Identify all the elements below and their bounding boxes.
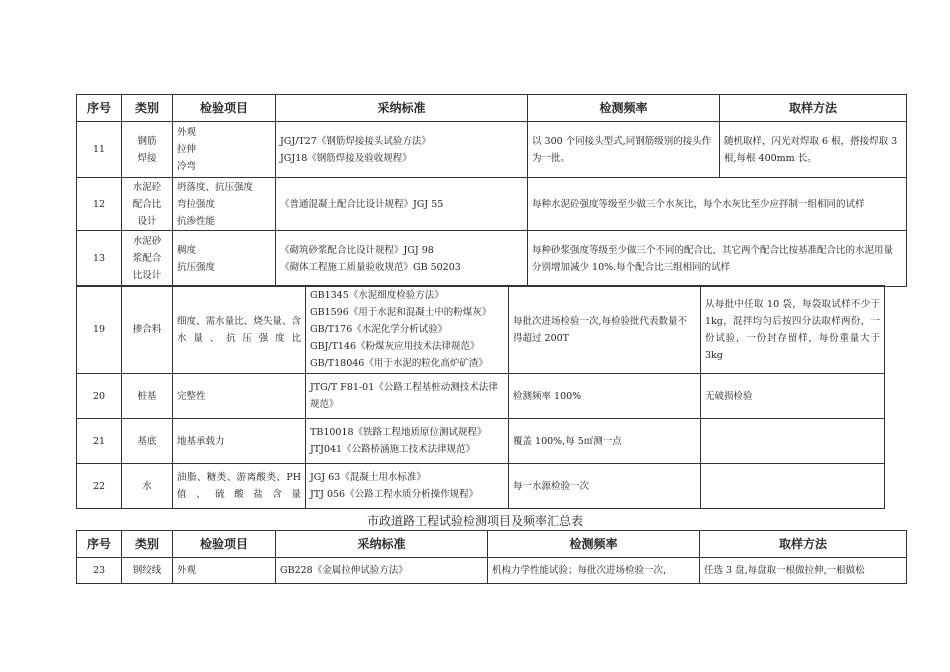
table-header (77, 531, 907, 558)
table-c (76, 530, 907, 584)
row-no: 23 (77, 558, 122, 584)
row-frequency: 覆盖 100%,每 5㎡测一点 (509, 419, 701, 464)
header-standards: 采纳标准 (276, 95, 528, 122)
row-no: 20 (77, 374, 122, 419)
table-row (77, 122, 907, 178)
row-no: 13 (77, 231, 122, 287)
table-caption: 市政道路工程试验检测项目及频率汇总表 (366, 514, 583, 528)
row-frequency: 机构力学性能试验；每批次进场检验一次， (488, 558, 700, 584)
table-header (77, 95, 907, 122)
header-category: 类别 (122, 95, 173, 122)
row-standards: GB1345《水泥细度检验方法》 GB1596《用于水泥和混凝土中的粉煤灰》 GB/T176《水泥化学分析试验》 GBJ/T146《粉煤灰应用技术法律规范》 GB/T18046《用于水泥的粒化高炉矿渣》 (306, 286, 509, 374)
row-no: 12 (77, 178, 122, 231)
row-sampling (701, 419, 885, 464)
header-items: 检验项目 (173, 95, 276, 122)
row-items: 外观 拉伸 冷弯 (173, 122, 276, 178)
row-items: 细度、需水量比、烧失量、含水量、抗压强度比 (173, 286, 306, 374)
row-no: 19 (77, 286, 122, 374)
row-category: 钢绞线 (122, 558, 173, 584)
row-category: 基底 (122, 419, 173, 464)
header-items: 检验项目 (173, 531, 276, 558)
table-a (76, 94, 907, 287)
row-sampling: 随机取样，闪光对焊取 6 根，搭接焊取 3 根,每根 400mm 长。 (720, 122, 907, 178)
table-row (77, 464, 885, 509)
row-sampling: 任选 3 盘,每盘取一根做拉伸,一根做松 (700, 558, 907, 584)
table-row (77, 419, 885, 464)
header-sampling: 取样方法 (720, 95, 907, 122)
header-sampling: 取样方法 (700, 531, 907, 558)
row-standards: GB228《金属拉伸试验方法》 (276, 558, 488, 584)
row-standards: JTG/T F81-01《公路工程基桩动测技术法律规范》 (306, 374, 509, 419)
row-category: 掺合料 (122, 286, 173, 374)
row-items: 地基承载力 (173, 419, 306, 464)
table-row (77, 231, 907, 287)
row-sampling: 无破损检验 (701, 374, 885, 419)
table-row (77, 374, 885, 419)
row-frequency: 每一水源检验一次 (509, 464, 701, 509)
row-no: 11 (77, 122, 122, 178)
table-b (76, 285, 885, 509)
header-category: 类别 (122, 531, 173, 558)
table-row (77, 286, 885, 374)
row-category: 桩基 (122, 374, 173, 419)
row-frequency: 以 300 个同接头型式,同钢筋级别的接头作为一批。 (528, 122, 720, 178)
row-items: 稠度 抗压强度 (173, 231, 276, 287)
row-category: 水 (122, 464, 173, 509)
table-row (77, 558, 907, 584)
row-items: 完整性 (173, 374, 306, 419)
row-sampling (701, 464, 885, 509)
row-standards: 《砌筑砂浆配合比设计规程》JGJ 98 《砌体工程施工质量验收规范》GB 50203 (276, 231, 528, 287)
row-category: 水泥砼 配合比 设计 (122, 178, 173, 231)
row-category: 钢筋 焊接 (122, 122, 173, 178)
row-standards: JGJ 63《混凝土用水标准》 JTJ 056《公路工程水质分析操作规程》 (306, 464, 509, 509)
row-items: 坍落度、抗压强度 弯拉强度 抗渗性能 (173, 178, 276, 231)
header-standards: 采纳标准 (276, 531, 488, 558)
row-frequency: 每批次进场检验一次,每检验批代表数量不得超过 200T (509, 286, 701, 374)
row-items: 油脂、糖类、游离酸类、PH 值、硫酸盐含量 (173, 464, 306, 509)
row-no: 22 (77, 464, 122, 509)
header-no: 序号 (77, 95, 122, 122)
row-frequency-sampling: 每种水泥砼强度等级至少做三个水灰比，每个水灰比至少应拌制一组相同的试样 (528, 178, 907, 231)
row-standards: TB10018《铁路工程地质原位测试规程》 JTJ041《公路桥涵施工技术法律规范》 (306, 419, 509, 464)
row-sampling: 从每批中任取 10 袋，每袋取试样不少于 1kg，混拌均匀后按四分法取样两份，一份试验，一份封存留样，每份重量大于 3kg (701, 286, 885, 374)
row-no: 21 (77, 419, 122, 464)
table-row (77, 178, 907, 231)
row-standards: JGJ/T27《钢筋焊接接头试验方法》 JGJ18《钢筋焊接及验收规程》 (276, 122, 528, 178)
row-frequency: 检测频率 100% (509, 374, 701, 419)
row-frequency-sampling: 每种砂浆强度等级至少做三个不同的配合比，其它两个配合比按基准配合比的水泥用量分别增加减少 10%.每个配合比三组相同的试样 (528, 231, 907, 287)
header-no: 序号 (77, 531, 122, 558)
row-standards: 《普通混凝土配合比设计规程》JGJ 55 (276, 178, 528, 231)
header-frequency: 检测频率 (488, 531, 700, 558)
row-items: 外观 (173, 558, 276, 584)
header-frequency: 检测频率 (528, 95, 720, 122)
row-category: 水泥砂 浆配合 比设计 (122, 231, 173, 287)
